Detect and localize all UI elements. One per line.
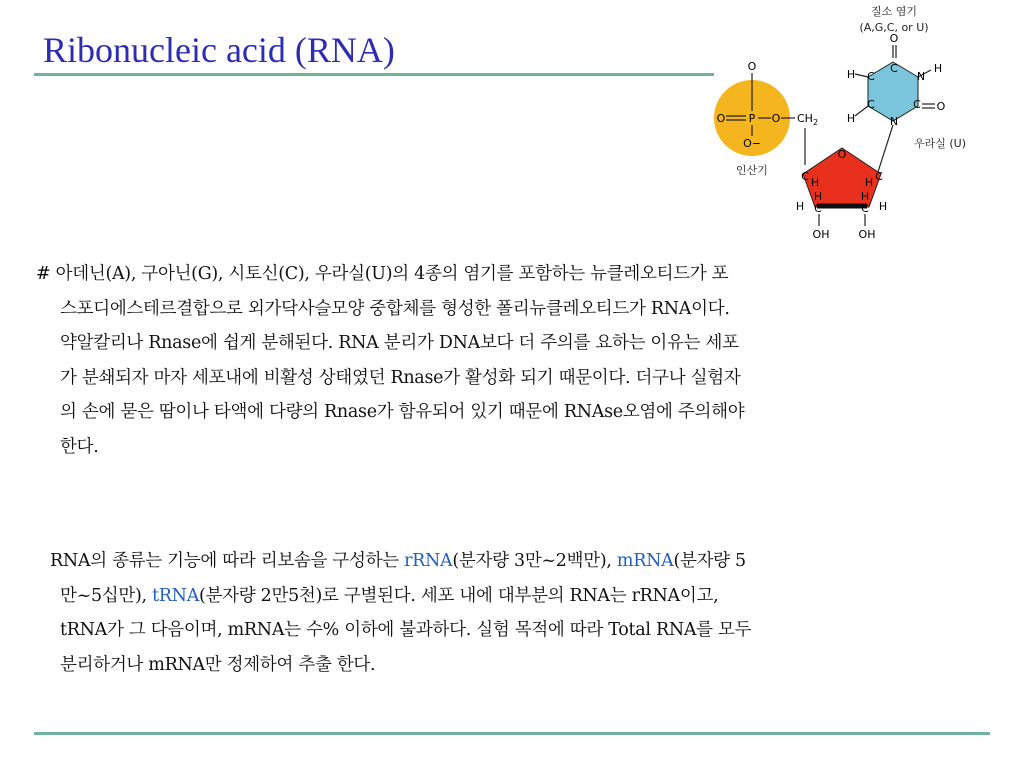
text-segment: 만~5십만), bbox=[60, 585, 153, 606]
ribose-h2-top: H bbox=[860, 190, 870, 203]
ribose-c3: C bbox=[814, 202, 822, 215]
paragraph-line: 가 분쇄되자 마자 세포내에 비활성 상태였던 Rnase가 활성화 되기 때문이다. 더구나 실험자 bbox=[60, 367, 741, 388]
paragraph-line: 스포디에스테르결합으로 외가닥사슬모양 중합체를 형성한 폴리뉴클레오티드가 RNA이다. bbox=[60, 298, 730, 319]
phosphate-o-left: O bbox=[716, 112, 726, 125]
text-segment: (분자량 5 bbox=[673, 551, 746, 571]
uracil-c-lower-right: C bbox=[913, 98, 921, 111]
ribose-c2: C bbox=[861, 202, 869, 215]
base-label-line2: (A,G,C, or U) bbox=[859, 21, 929, 34]
paragraph-line: 분리하거나 mRNA만 정제하여 추출 한다. bbox=[60, 654, 376, 675]
title-divider bbox=[34, 73, 714, 76]
uracil-h-left-top: H bbox=[846, 68, 856, 81]
uracil-n-right: N bbox=[916, 70, 926, 83]
uracil-n-bottom: N bbox=[889, 115, 899, 128]
paragraph-line: tRNA가 그 다음이며, mRNA는 수% 이하에 불과하다. 실험 목적에 따라 Total RNA를 모두 bbox=[60, 620, 752, 640]
ribose-oh-bonds bbox=[819, 214, 865, 226]
slide-title: Ribonucleic acid (RNA) bbox=[43, 30, 395, 70]
text-segment: RNA의 종류는 기능에 따라 리보솜을 구성하는 bbox=[50, 551, 405, 571]
ribose-h2: H bbox=[878, 200, 888, 213]
paragraph-line bbox=[50, 579, 990, 614]
trna-term: tRNA bbox=[152, 585, 200, 606]
uracil-c-lower-left: C bbox=[867, 98, 875, 111]
ribose-h1: H bbox=[864, 176, 874, 189]
phosphate-o-minus: O− bbox=[743, 137, 761, 150]
phosphate-p: P bbox=[748, 112, 756, 125]
rna-types-paragraph bbox=[50, 544, 990, 682]
rna-description-paragraph bbox=[36, 257, 986, 464]
uracil-h-right: H bbox=[933, 62, 943, 75]
ribose-h3: H bbox=[795, 200, 805, 213]
mrna-term: mRNA bbox=[616, 551, 674, 571]
paragraph-line bbox=[50, 544, 990, 579]
paragraph-line: # 아데닌(A), 구아닌(G), 시토신(C), 우라실(U)의 4종의 염기를 포함하는 뉴클레오티드가 포 bbox=[36, 264, 729, 284]
text-segment: (분자량 3만~2백만), bbox=[452, 551, 617, 571]
rrna-term: rRNA bbox=[404, 551, 453, 571]
rna-nucleotide-diagram bbox=[705, 0, 990, 248]
uracil-o-top: O bbox=[889, 32, 899, 45]
paragraph-line: 약알칼리나 Rnase에 쉽게 분해된다. RNA 분리가 DNA보다 더 주의를 요하는 이유는 세포 bbox=[60, 333, 739, 353]
phosphate-o-right: O bbox=[771, 112, 781, 125]
uracil-c-left: C bbox=[867, 70, 875, 83]
ribose-h3-top: H bbox=[813, 190, 823, 203]
paragraph-line: 의 손에 묻은 땀이나 타액에 다량의 Rnase가 함유되어 있기 때문에 RNAse오염에 주의해야 bbox=[60, 402, 745, 422]
text-segment: (분자량 2만5천)로 구별된다. 세포 내에 대부분의 RNA는 rRNA이고, bbox=[199, 585, 719, 606]
ribose-oh-2: OH bbox=[858, 228, 876, 241]
phosphate-o-top: O bbox=[747, 60, 757, 73]
base-label-line1: 질소 염기 bbox=[870, 5, 918, 18]
uracil-o-right: O bbox=[936, 100, 946, 113]
phosphate-label: 인산기 bbox=[736, 164, 768, 177]
uracil-h-left-bottom: H bbox=[846, 112, 856, 125]
ribose-o: O bbox=[837, 148, 847, 161]
ribose-c4: C bbox=[801, 170, 809, 183]
ribose-oh-3: OH bbox=[812, 228, 830, 241]
ch2-label: $CH_2$ bbox=[797, 112, 819, 127]
ribose-h4: H bbox=[810, 176, 820, 189]
ribose-c1: C bbox=[875, 170, 883, 183]
footer-divider bbox=[34, 732, 990, 735]
uracil-c-top: C bbox=[890, 62, 898, 75]
paragraph-line: 한다. bbox=[60, 436, 99, 457]
uracil-label: 우라실 (U) bbox=[913, 137, 967, 150]
